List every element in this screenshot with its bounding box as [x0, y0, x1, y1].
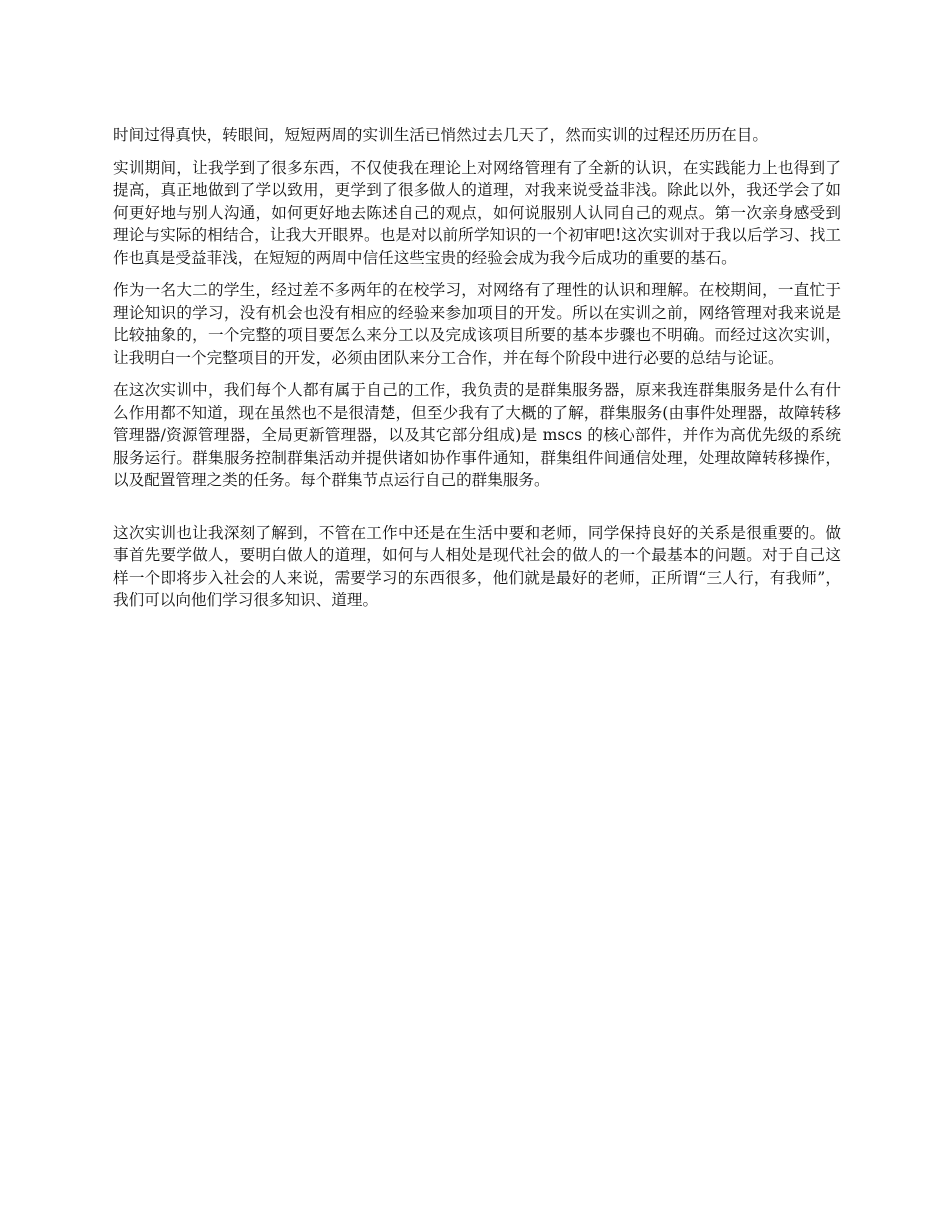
paragraph-4: 在这次实训中，我们每个人都有属于自己的工作，我负责的是群集服务器，原来我连群集服务是什么有什么作用都不知道，现在虽然也不是很清楚，但至少我有了大概的了解，群集服务(由事件处理器，故障转移管理器/资源管理器，全局更新管理器，以及其它部分组成)是 mscs 的核心部件，并作为高优先级的系统服务运行。群集服务控制群集活动并提供诸如协作事件通知，群集组件间通信处理，处理故障转移操作，以及配置管理之类的任务。每个群集节点运行自己的群集服务。	[113, 381, 841, 489]
document-body	[113, 124, 841, 622]
paragraph-2: 实训期间，让我学到了很多东西，不仅使我在理论上对网络管理有了全新的认识，在实践能力上也得到了提高，真正地做到了学以致用，更学到了很多做人的道理，对我来说受益非浅。除此以外，我还学会了如何更好地与别人沟通，如何更好地去陈述自己的观点，如何说服别人认同自己的观点。第一次亲身感受到理论与实际的相结合，让我大开眼界。也是对以前所学知识的一个初审吧!这次实训对于我以后学习、找工作也真是受益菲浅，在短短的两周中信任这些宝贵的经验会成为我今后成功的重要的基石。	[113, 158, 841, 267]
paragraph-5: 这次实训也让我深刻了解到，不管在工作中还是在生活中要和老师，同学保持良好的关系是很重要的。做事首先要学做人，要明白做人的道理，如何与人相处是现代社会的做人的一个最基本的问题。对于自己这样一个即将步入社会的人来说，需要学习的东西很多，他们就是最好的老师，正所谓“三人行，有我师”，我们可以向他们学习很多知识、道理。	[113, 523, 841, 609]
paragraph-1: 时间过得真快，转眼间，短短两周的实训生活已悄然过去几天了，然而实训的过程还历历在目。	[113, 126, 768, 144]
paragraph-3: 作为一名大二的学生，经过差不多两年的在校学习，对网络有了理性的认识和理解。在校期间，一直忙于理论知识的学习，没有机会也没有相应的经验来参加项目的开发。所以在实训之前，网络管理对我来说是比较抽象的，一个完整的项目要怎么来分工以及完成该项目所要的基本步骤也不明确。而经过这次实训，让我明白一个完整项目的开发，必须由团队来分工合作，并在每个阶段中进行必要的总结与论证。	[113, 281, 841, 367]
